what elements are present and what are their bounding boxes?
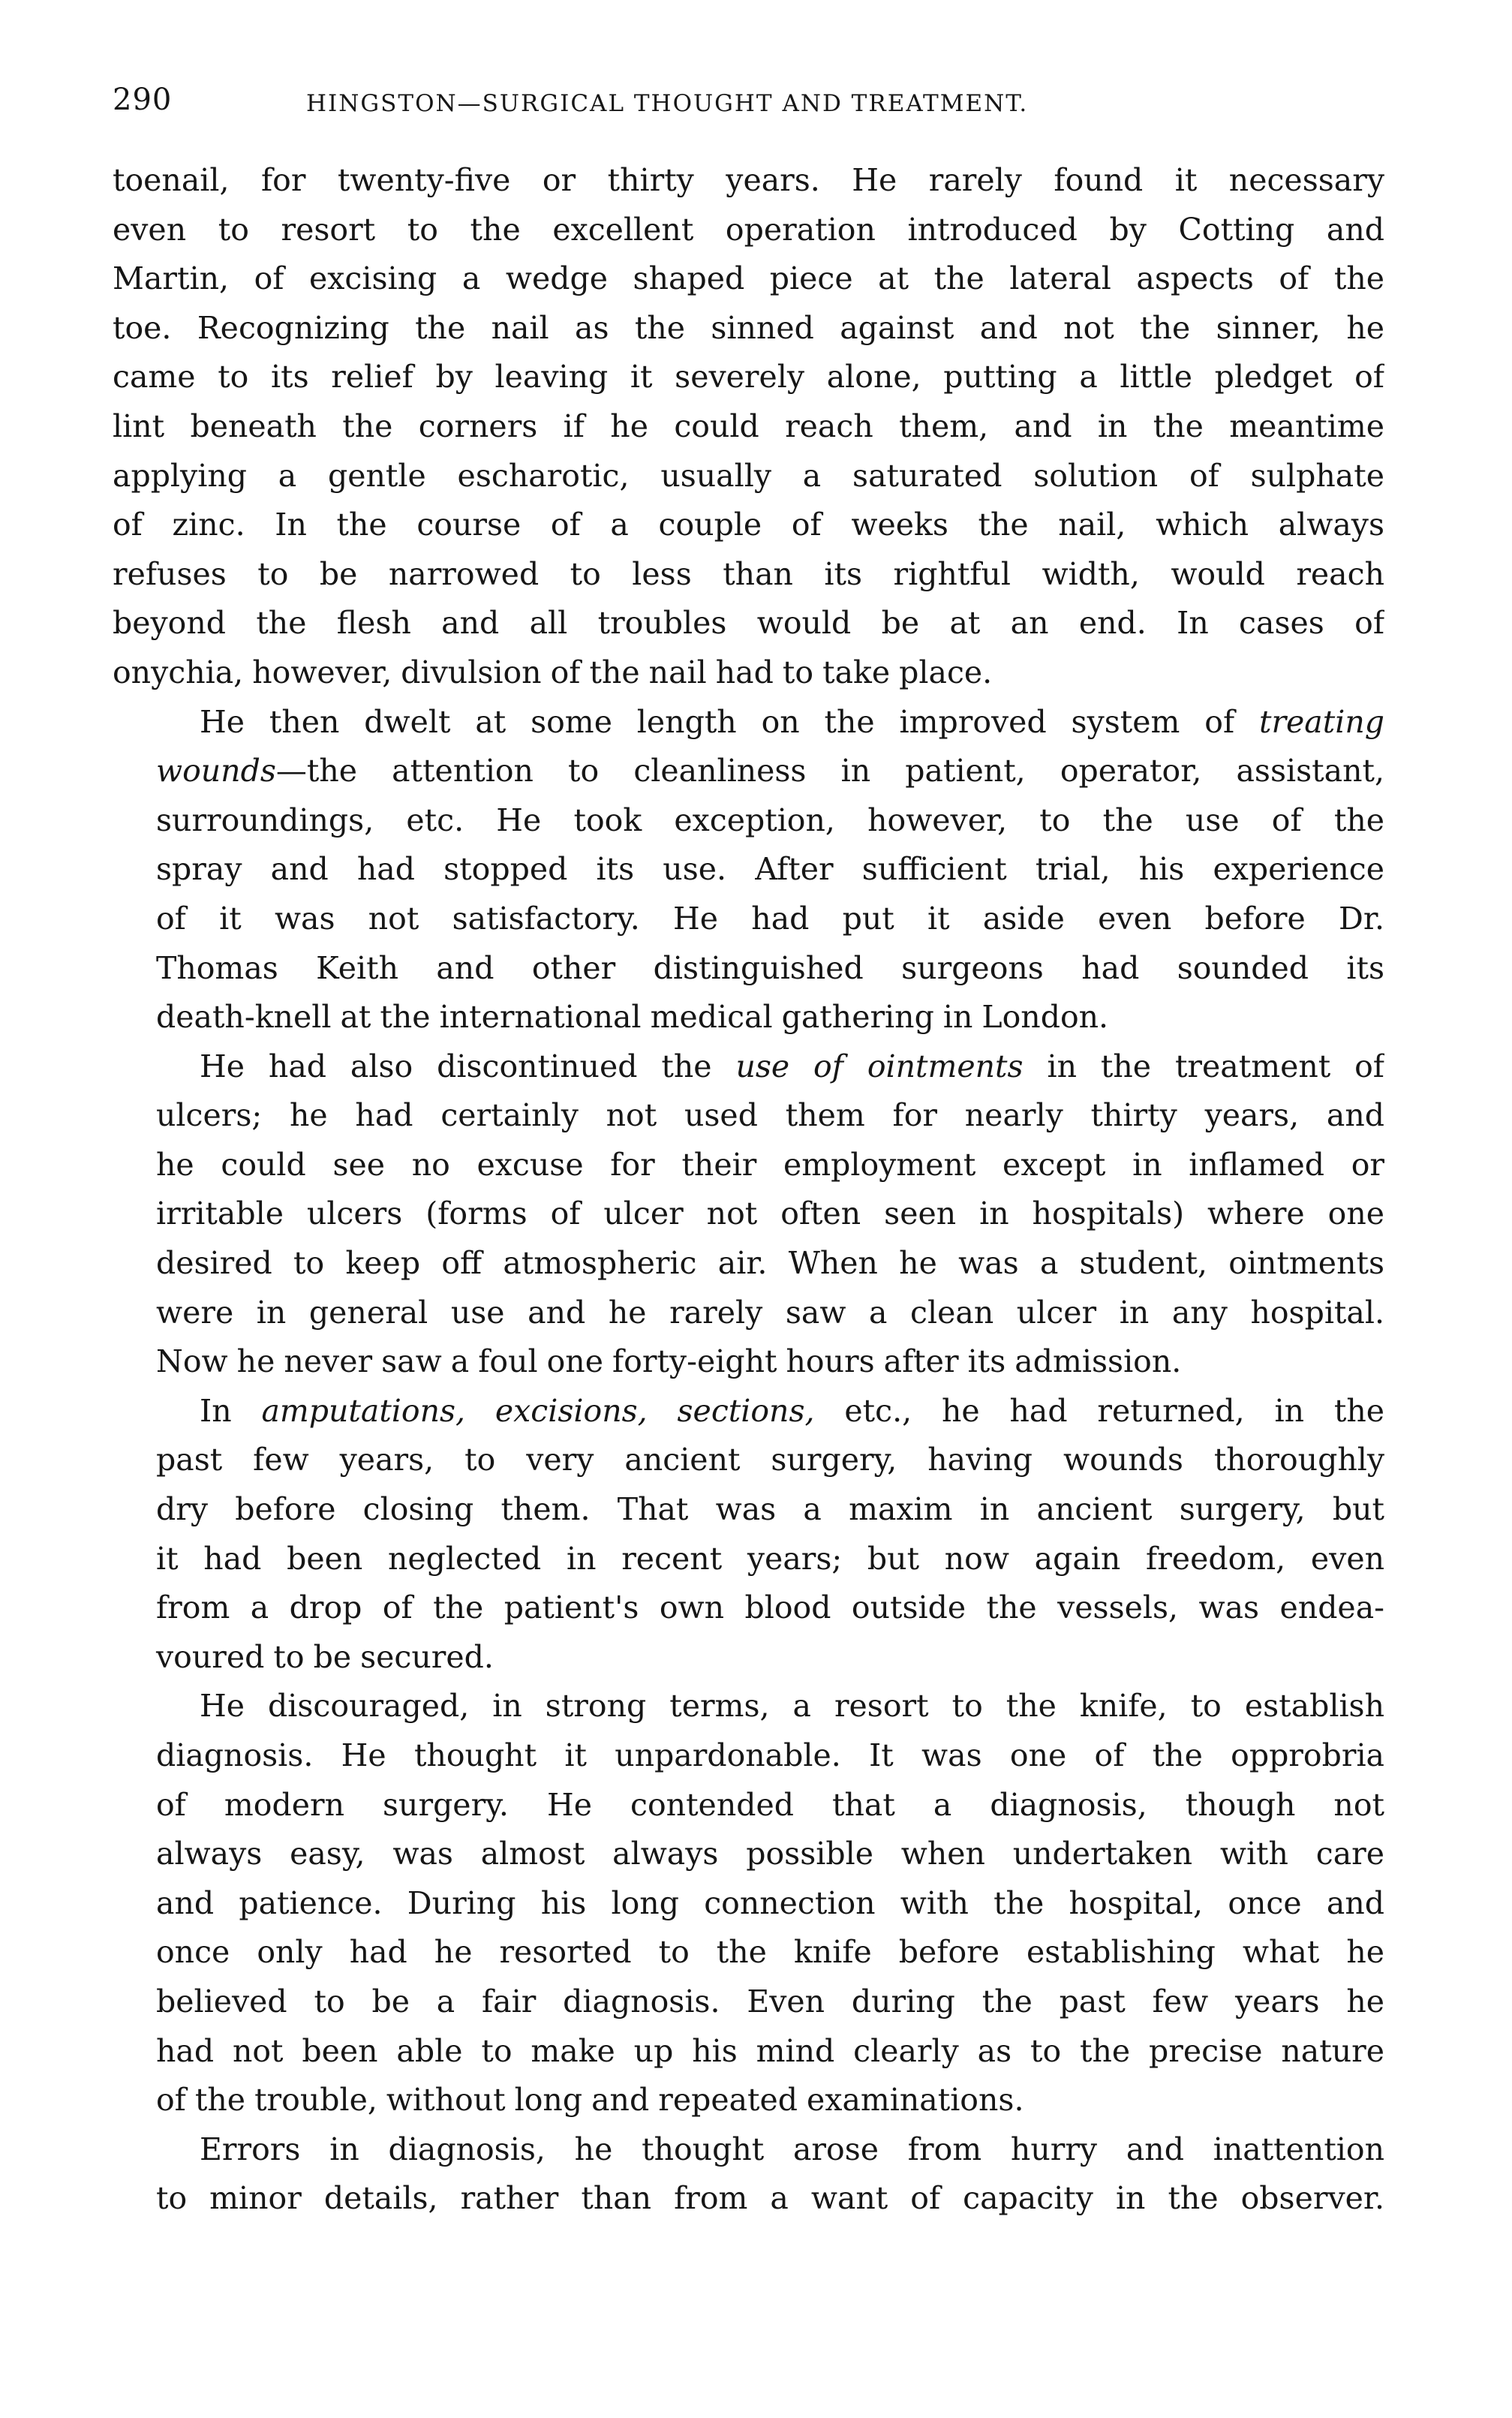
- text-run: In: [200, 1392, 262, 1429]
- text-line: past few years, to very ancient surgery, having wounds thoroughly: [156, 1442, 1384, 1478]
- paragraph-errors: [113, 2125, 1384, 2224]
- text-line: dry before closing them. That was a maxim in ancient surgery, but: [156, 1491, 1384, 1528]
- text-line: from a drop of the patient's own blood outside the vessels, was endea-: [156, 1589, 1384, 1626]
- text-line: ulcers; he had certainly not used them for nearly thirty years, and: [156, 1097, 1384, 1134]
- text-run: He then dwelt at some length on the improved system of: [200, 703, 1259, 740]
- text-line: to minor details, rather than from a want of capacity in the observer.: [156, 2180, 1384, 2217]
- text-line: irritable ulcers (forms of ulcer not often seen in hospitals) where one: [156, 1195, 1384, 1232]
- text-line: [113, 747, 1384, 796]
- text-line: of zinc. In the course of a couple of weeks the nail, which always: [113, 507, 1384, 543]
- text-line: of the trouble, without long and repeated examinations.: [156, 2082, 1024, 2119]
- text-line: were in general use and he rarely saw a clean ulcer in any hospital.: [156, 1294, 1384, 1331]
- page-number: 290: [113, 83, 173, 117]
- text-line: Thomas Keith and other distinguished surgeons had sounded its: [156, 949, 1384, 986]
- text-line: onychia, however, divulsion of the nail had to take place.: [113, 654, 993, 690]
- text-line: [113, 698, 1384, 747]
- text-line: believed to be a fair diagnosis. Even during the past few years he: [156, 1983, 1384, 2020]
- text-line: lint beneath the corners if he could reach them, and in the meantime: [113, 408, 1384, 444]
- italic-term: treating: [1258, 703, 1384, 740]
- text-line: Errors in diagnosis, he thought arose from hurry and inattention: [200, 2131, 1384, 2167]
- text-run: He had also discontinued the: [200, 1048, 736, 1084]
- text-line: beyond the flesh and all troubles would be at an end. In cases of: [113, 605, 1384, 642]
- text-line: desired to keep off atmospheric air. When he was a student, ointments: [156, 1245, 1384, 1282]
- running-title: HINGSTON—SURGICAL THOUGHT AND TREATMENT.: [306, 90, 1029, 117]
- paragraph-diagnosis: [113, 1682, 1384, 2125]
- text-line: once only had he resorted to the knife before establishing what he: [156, 1934, 1384, 1971]
- paragraph-ointments: [113, 1042, 1384, 1387]
- text-line: applying a gentle escharotic, usually a saturated solution of sulphate: [113, 457, 1384, 494]
- document-page: [113, 83, 1384, 2224]
- text-line: death-knell at the international medical gathering in London.: [156, 999, 1109, 1036]
- italic-term: use of ointments: [735, 1048, 1024, 1084]
- text-line: it had been neglected in recent years; but now again freedom, even: [156, 1540, 1384, 1577]
- text-line: always easy, was almost always possible when undertaken with care: [156, 1836, 1384, 1872]
- text-line: of modern surgery. He contended that a diagnosis, though not: [156, 1786, 1384, 1823]
- text-line: He discouraged, in strong terms, a resort to the knife, to establish: [200, 1688, 1384, 1725]
- text-line: toe. Recognizing the nail as the sinned against and not the sinner, he: [113, 309, 1384, 346]
- text-line: surroundings, etc. He took exception, however, to the use of the: [156, 801, 1384, 838]
- text-line: and patience. During his long connection with the hospital, once and: [156, 1884, 1384, 1921]
- paragraph-toenail: [113, 156, 1384, 698]
- paragraph-amputations: [113, 1387, 1384, 1683]
- italic-term: wounds: [156, 753, 276, 789]
- running-header: [113, 83, 1384, 128]
- text-line: diagnosis. He thought it unpardonable. It was one of the opprobria: [156, 1737, 1384, 1773]
- text-line: came to its relief by leaving it severely alone, putting a little pledget of: [113, 359, 1384, 395]
- text-line: refuses to be narrowed to less than its rightful width, would reach: [113, 555, 1384, 592]
- text-line: [113, 1387, 1384, 1436]
- text-line: toenail, for twenty-five or thirty years. He rarely found it necessary: [113, 162, 1384, 198]
- text-run: etc., he had returned, in the: [814, 1392, 1384, 1429]
- paragraph-treating-wounds: [113, 698, 1384, 1042]
- text-line: Martin, of excising a wedge shaped piece at the lateral aspects of the: [113, 260, 1384, 297]
- italic-term: amputations, excisions, sections,: [261, 1392, 815, 1429]
- text-line: voured to be secured.: [156, 1638, 494, 1675]
- text-line: even to resort to the excellent operation introduced by Cotting and: [113, 211, 1384, 248]
- text-line: [113, 1042, 1384, 1092]
- text-run: in the treatment of: [1023, 1048, 1384, 1084]
- text-line: had not been able to make up his mind clearly as to the precise nature: [156, 2032, 1384, 2069]
- text-line: he could see no excuse for their employment except in inflamed or: [156, 1146, 1384, 1183]
- text-line: spray and had stopped its use. After sufficient trial, his experience: [156, 851, 1384, 888]
- text-line: of it was not satisfactory. He had put it aside even before Dr.: [156, 900, 1384, 937]
- text-run: —the attention to cleanliness in patient, operator, assistant,: [275, 753, 1384, 789]
- text-line: Now he never saw a foul one forty-eight hours after its admission.: [156, 1343, 1182, 1380]
